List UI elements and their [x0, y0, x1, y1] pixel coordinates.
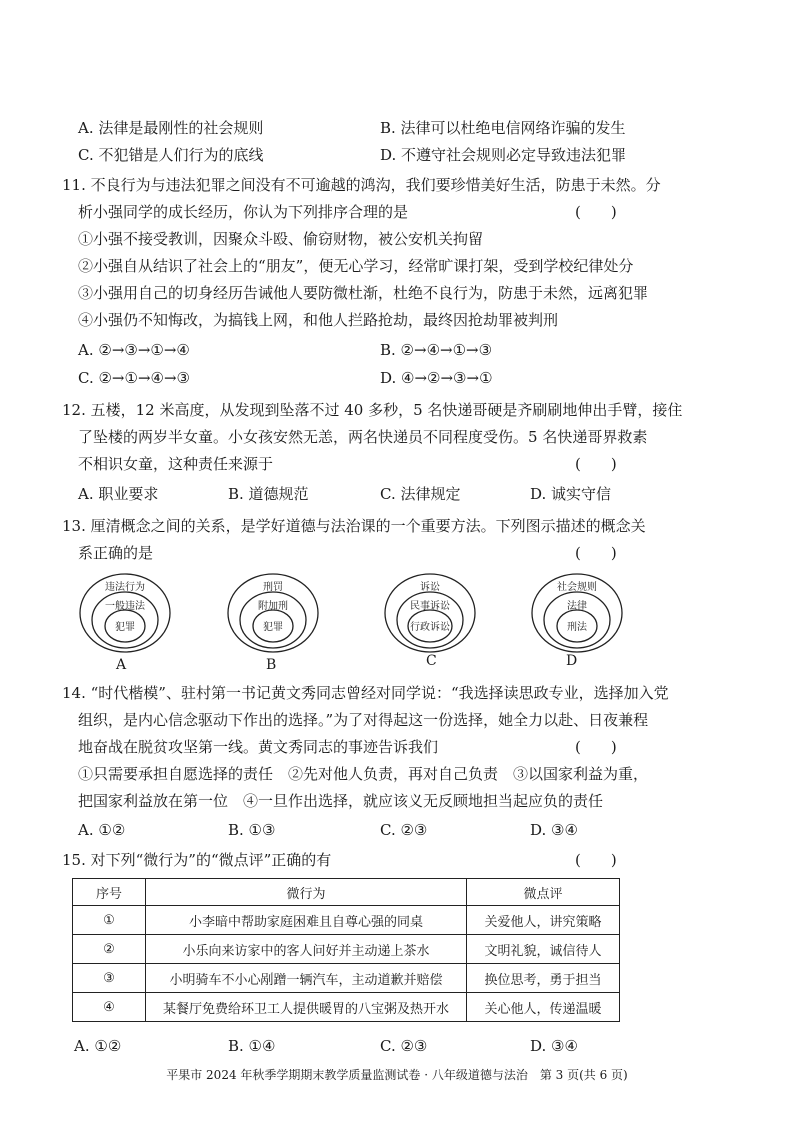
- q14-option-d: D. ③④: [530, 821, 578, 839]
- table-row: [73, 906, 620, 935]
- page-footer: 平果市 2024 年秋季学期期末教学质量监测试卷 · 八年级道德与法治 第 3 页(共 6 页): [166, 1068, 628, 1082]
- venn-b-outer-label: 刑罚: [263, 582, 283, 593]
- row-behavior: 小李暗中帮助家庭困难且自尊心强的同桌: [146, 906, 467, 935]
- row-number: ④: [73, 993, 146, 1022]
- venn-b-inner-label: 犯罪: [263, 622, 283, 633]
- q11-option-b: B. ②→④→①→③: [380, 341, 493, 359]
- venn-diagram-c: [383, 572, 477, 658]
- q10-option-a: A. 法律是最刚性的社会规则: [78, 119, 264, 137]
- q12-option-d: D. 诚实守信: [530, 485, 612, 503]
- q14-item-line1: ①只需要承担自愿选择的责任 ②先对他人负责，再对自己负责 ③以国家利益为重，: [78, 765, 649, 783]
- q11-stem-line1: 11. 不良行为与违法犯罪之间没有不可逾越的鸿沟，我们要珍惜美好生活，防患于未然。分: [62, 176, 661, 194]
- header-comment: 微点评: [467, 879, 620, 906]
- venn-b-caption: B: [266, 657, 277, 673]
- table-header-row: [73, 879, 620, 906]
- row-behavior: 小乐向来访家中的客人问好并主动递上茶水: [146, 935, 467, 964]
- q14-option-c: C. ②③: [380, 821, 428, 839]
- row-number: ①: [73, 906, 146, 935]
- q12-stem-line1: 12. 五楼，12 米高度，从发现到坠落不过 40 多秒，5 名快递哥硬是齐刷刷地伸出手臂，接住: [62, 401, 683, 419]
- q12-option-a: A. 职业要求: [78, 485, 159, 503]
- q15-option-c: C. ②③: [380, 1037, 428, 1055]
- q12-option-b: B. 道德规范: [228, 485, 309, 503]
- q11-option-d: D. ④→②→③→①: [380, 369, 493, 387]
- q10-option-c: C. 不犯错是人们行为的底线: [78, 146, 264, 164]
- q11-option-a: A. ②→③→①→④: [78, 341, 190, 359]
- venn-d-outer-label: 社会规则: [557, 582, 597, 593]
- q12-stem-line3: 不相识女童，这种责任来源于: [78, 455, 274, 473]
- q14-stem-line1: 14. “时代楷模”、驻村第一书记黄文秀同志曾经对同学说：“我选择读思政专业，选择加入党: [62, 684, 669, 702]
- row-comment: 关心他人，传递温暖: [467, 993, 620, 1022]
- q15-stem-line1: 15. 对下列“微行为”的“微点评”正确的有: [62, 851, 332, 869]
- venn-a-caption: A: [116, 657, 127, 673]
- row-behavior: 某餐厅免费给环卫工人提供暖胃的八宝粥及热开水: [146, 993, 467, 1022]
- venn-d-middle-label: 法律: [567, 601, 587, 612]
- q15-option-b: B. ①④: [228, 1037, 276, 1055]
- venn-d-caption: D: [566, 653, 578, 669]
- q14-item-line2: 把国家利益放在第一位 ④一旦作出选择，就应该义无反顾地担当起应负的责任: [78, 792, 604, 810]
- q13-stem-line2: 系正确的是: [78, 544, 154, 562]
- venn-b-middle-label: 附加刑: [258, 601, 288, 612]
- q13-stem-line1: 13. 厘清概念之间的关系，是学好道德与法治课的一个重要方法。下列图示描述的概念关: [62, 517, 646, 535]
- q14-answer-paren: ( ): [575, 738, 617, 756]
- row-comment: 关爱他人，讲究策略: [467, 906, 620, 935]
- q11-stem-line2: 析小强同学的成长经历，你认为下列排序合理的是: [78, 203, 409, 221]
- venn-c-caption: C: [426, 653, 437, 669]
- q15-option-d: D. ③④: [530, 1037, 578, 1055]
- q11-option-c: C. ②→①→④→③: [78, 369, 190, 387]
- venn-a-outer-label: 违法行为: [105, 582, 145, 593]
- venn-diagram-a: [78, 572, 172, 658]
- q14-stem-line2: 组织，是内心信念驱动下作出的选择。”为了对得起这一份选择，她全力以赴、日夜兼程: [78, 711, 649, 729]
- micro-behavior-table: [72, 878, 620, 1022]
- venn-c-outer-label: 诉讼: [420, 582, 440, 593]
- row-behavior: 小明骑车不小心剐蹭一辆汽车，主动道歉并赔偿: [146, 964, 467, 993]
- row-number: ③: [73, 964, 146, 993]
- header-behavior: 微行为: [146, 879, 467, 906]
- q11-item-3: ③小强用自己的切身经历告诫他人要防微杜渐，杜绝不良行为，防患于未然，远离犯罪: [78, 284, 649, 302]
- q14-option-a: A. ①②: [78, 821, 126, 839]
- q14-option-b: B. ①③: [228, 821, 276, 839]
- venn-c-middle-label: 民事诉讼: [410, 601, 450, 612]
- row-comment: 文明礼貌，诚信待人: [467, 935, 620, 964]
- q10-option-b: B. 法律可以杜绝电信网络诈骗的发生: [380, 119, 626, 137]
- venn-c-inner-label: 行政诉讼: [410, 622, 450, 633]
- row-number: ②: [73, 935, 146, 964]
- q10-option-d: D. 不遵守社会规则必定导致违法犯罪: [380, 146, 627, 164]
- table-row: [73, 935, 620, 964]
- venn-a-inner-label: 犯罪: [115, 622, 135, 633]
- header-number: 序号: [73, 879, 146, 906]
- q15-answer-paren: ( ): [575, 851, 617, 869]
- q14-stem-line3: 地奋战在脱贫攻坚第一线。黄文秀同志的事迹告诉我们: [78, 738, 439, 756]
- q12-option-c: C. 法律规定: [380, 485, 461, 503]
- q15-option-a: A. ①②: [74, 1037, 122, 1055]
- q13-answer-paren: ( ): [575, 544, 617, 562]
- q11-item-1: ①小强不接受教训，因聚众斗殴、偷窃财物，被公安机关拘留: [78, 230, 484, 248]
- table-row: [73, 993, 620, 1022]
- q12-answer-paren: ( ): [575, 455, 617, 473]
- q11-item-2: ②小强自从结识了社会上的“朋友”，便无心学习，经常旷课打架，受到学校纪律处分: [78, 257, 634, 275]
- row-comment: 换位思考，勇于担当: [467, 964, 620, 993]
- q11-answer-paren: ( ): [575, 203, 617, 221]
- q11-item-4: ④小强仍不知悔改，为搞钱上网，和他人拦路抢劫，最终因抢劫罪被判刑: [78, 311, 559, 329]
- table-row: [73, 964, 620, 993]
- venn-d-inner-label: 刑法: [567, 622, 587, 633]
- venn-a-middle-label: 一般违法: [105, 601, 145, 612]
- venn-diagram-d: [530, 572, 624, 658]
- q12-stem-line2: 了坠楼的两岁半女童。小女孩安然无恙，两名快递员不同程度受伤。5 名快递哥界救素: [78, 428, 648, 446]
- venn-diagram-b: [226, 572, 320, 658]
